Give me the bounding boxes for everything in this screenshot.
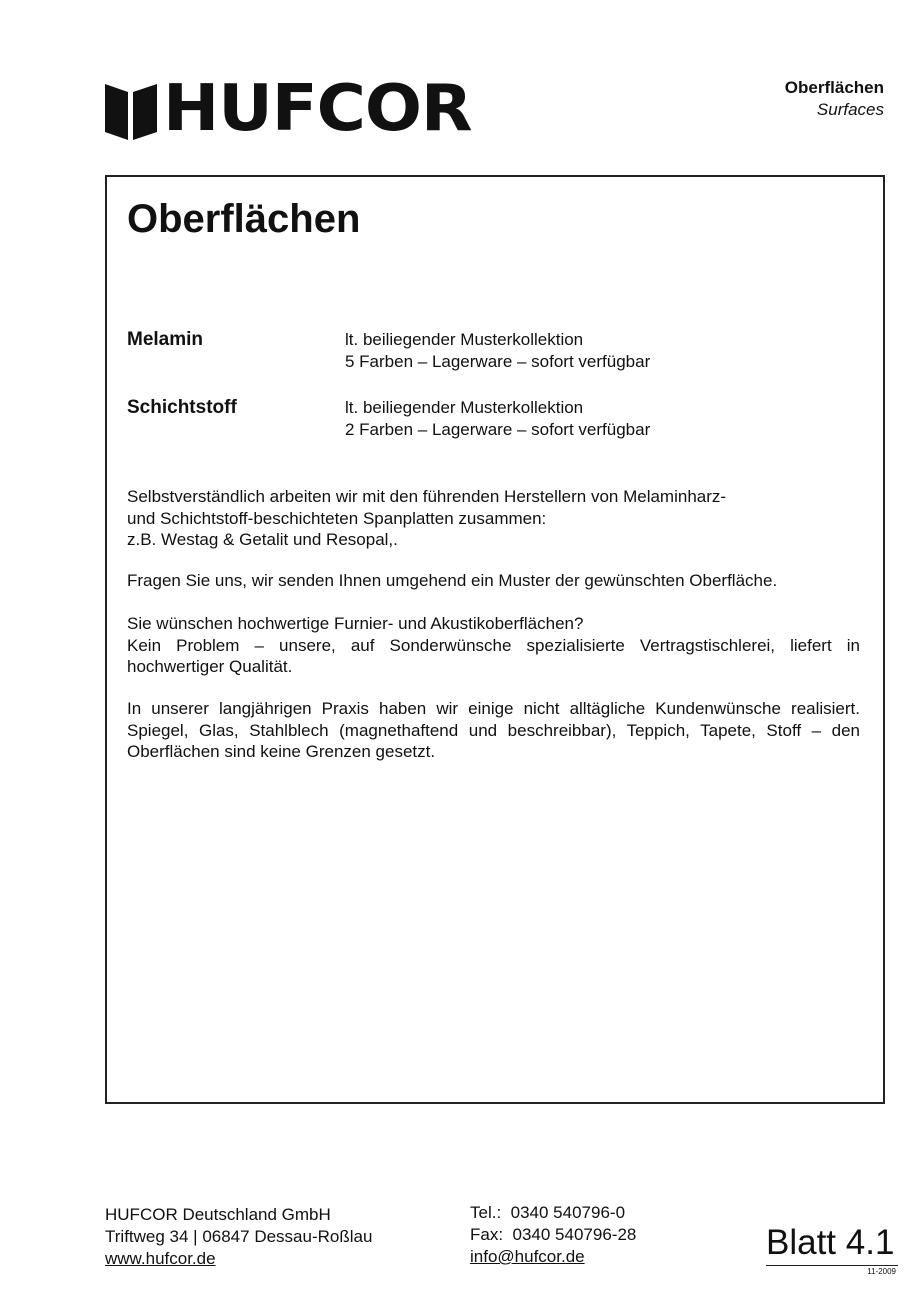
email-link[interactable]: info@hufcor.de bbox=[470, 1247, 585, 1266]
surface-description bbox=[345, 329, 650, 373]
surface-label: Melamin bbox=[127, 329, 204, 350]
phone-label: Tel.: bbox=[470, 1203, 502, 1222]
fax bbox=[470, 1224, 636, 1246]
text-block: Kein Problem – unsere, auf Sonderwünsche spezialisierte Vertragstischlerei, liefert in hochwertiger Qualität. bbox=[127, 635, 860, 676]
phone-number: 0340 540796-0 bbox=[510, 1203, 626, 1222]
paragraph-veneer bbox=[127, 613, 860, 678]
text-line: Selbstverständlich arbeiten wir mit den führenden Herstellern von Melaminharz- bbox=[127, 487, 727, 506]
text-line: und Schichtstoff-beschichteten Spanplatten zusammen: bbox=[127, 508, 547, 528]
paragraph-custom-surfaces: In unserer langjährigen Praxis haben wir einige nicht alltägliche Kundenwünsche realisiert. Spiegel, Glas, Stahlblech (magnethaftend und beschreibbar), Teppich, Tapete, Stoff – den Oberflächen sind keine Grenzen gesetzt. bbox=[127, 699, 860, 761]
company-name: HUFCOR Deutschland GmbH bbox=[105, 1205, 331, 1224]
surface-line-1: lt. beiliegender Musterkollektion bbox=[345, 398, 584, 417]
sheet-date: 11-2009 bbox=[867, 1267, 896, 1276]
fax-label: Fax: bbox=[470, 1225, 504, 1244]
hufcor-book-icon bbox=[105, 78, 157, 140]
street-address: Triftweg 34 | 06847 Dessau-Roßlau bbox=[105, 1227, 373, 1246]
website-link[interactable]: www.hufcor.de bbox=[105, 1249, 216, 1268]
text-line: Fragen Sie uns, wir senden Ihnen umgehend ein Muster der gewünschten Oberfläche. bbox=[127, 571, 778, 590]
paragraph-sample-request bbox=[127, 570, 860, 592]
paragraph-manufacturers bbox=[127, 486, 860, 551]
text-line: Sie wünschen hochwertige Furnier- und Akustikoberflächen? bbox=[127, 614, 584, 633]
fax-number: 0340 540796-28 bbox=[512, 1225, 637, 1244]
surface-description bbox=[345, 397, 650, 441]
surface-label: Schichtstoff bbox=[127, 397, 237, 418]
content-box bbox=[105, 175, 885, 1104]
sheet-divider bbox=[766, 1265, 898, 1266]
section-subtitle: Surfaces bbox=[816, 100, 884, 119]
header-section-label bbox=[785, 77, 884, 121]
text-line: z.B. Westag & Getalit und Resopal,. bbox=[127, 530, 398, 549]
section-title: Oberflächen bbox=[784, 78, 884, 97]
footer-address bbox=[105, 1204, 372, 1270]
surface-line-1: lt. beiliegender Musterkollektion bbox=[345, 330, 584, 349]
surface-line-2: 5 Farben – Lagerware – sofort verfügbar bbox=[345, 352, 651, 371]
page-title: Oberflächen bbox=[127, 197, 361, 241]
surface-line-2: 2 Farben – Lagerware – sofort verfügbar bbox=[345, 420, 651, 439]
footer-contact bbox=[470, 1202, 636, 1268]
sheet-number: Blatt 4.1 bbox=[766, 1223, 895, 1262]
phone bbox=[470, 1202, 636, 1224]
logo-wordmark: HUFCOR bbox=[163, 72, 472, 146]
hufcor-logo bbox=[105, 72, 472, 146]
